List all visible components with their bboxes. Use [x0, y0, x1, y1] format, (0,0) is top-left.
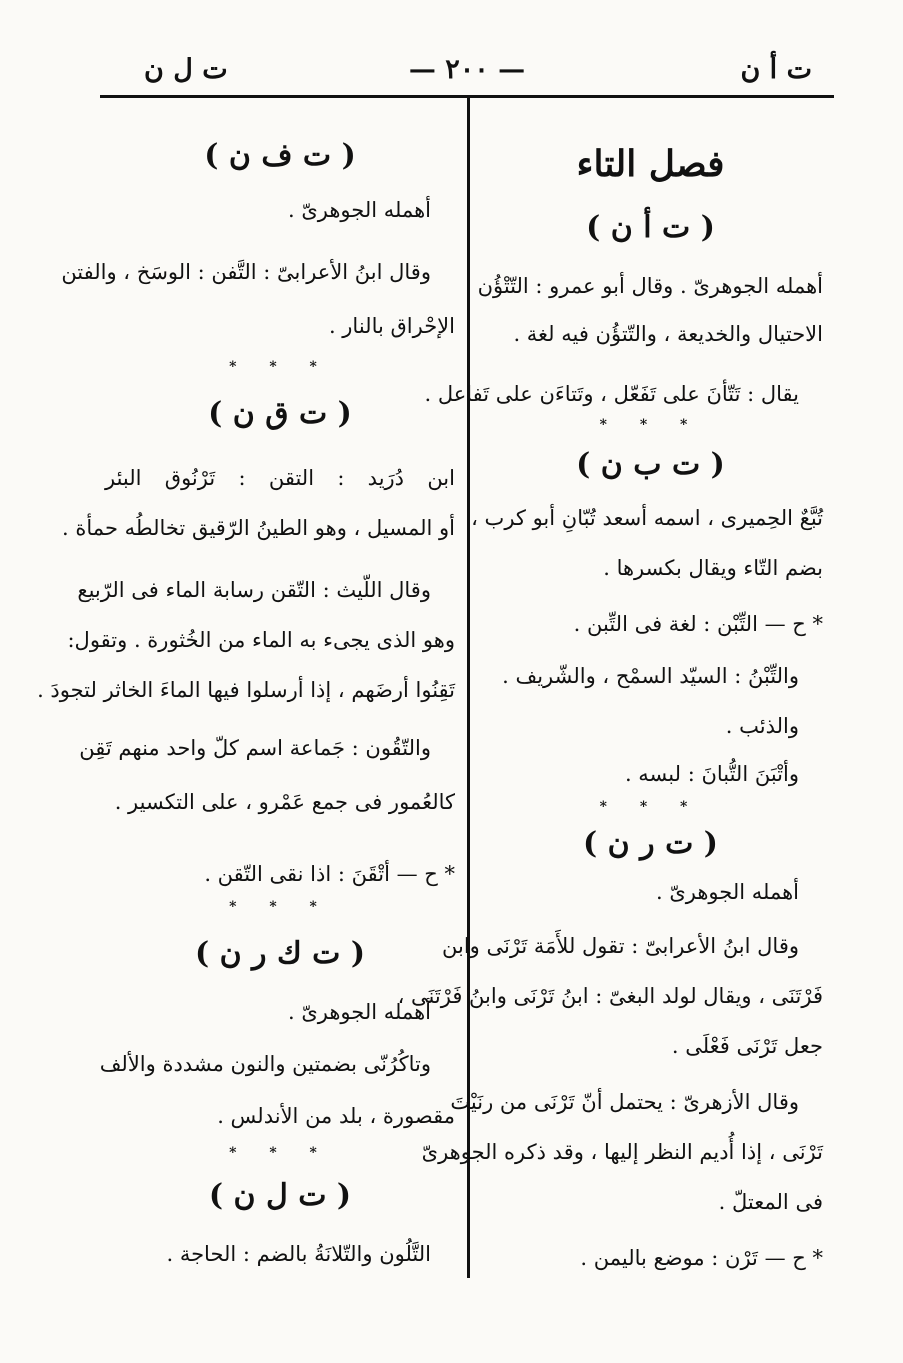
- text-line: ابن دُرَيد : التقن : تَرْنُوق البئر: [105, 466, 455, 490]
- text-line: فى المعتلّ .: [718, 1190, 823, 1214]
- text-line: جعل تَرْنَى فَعْلَى .: [671, 1034, 823, 1058]
- section-separator: * * *: [229, 359, 331, 375]
- text-line: تَقِنُوا أرضَهم ، إذا أرسلوا فيها الماءَ الخاثر لتجودَ .: [37, 678, 455, 702]
- text-line: أهمله الجوهرىّ .: [287, 1000, 431, 1024]
- root-heading: ( ت ف ن ): [204, 138, 356, 173]
- text-line: كالعُمور فى جمع عَمْرو ، على التكسير .: [114, 790, 455, 814]
- text-line: وقال اللّيث : التّقن رسابة الماء فى الرّبيع: [77, 578, 431, 602]
- text-line: الاحتيال والخديعة ، والتّتؤُن فيه لغة .: [513, 322, 823, 346]
- text-line: أهمله الجوهرىّ . وقال أبو عمرو : التّتْؤُن: [477, 274, 823, 298]
- text-line: مقصورة ، بلد من الأندلس .: [217, 1104, 455, 1128]
- header-root-left: ت ل ن: [144, 54, 228, 85]
- text-line: والتّقُون : جَماعة اسم كلّ واحد منهم تَقِن: [79, 736, 431, 760]
- text-line: أهمله الجوهرىّ .: [287, 198, 431, 222]
- text-line: والذئب .: [725, 714, 799, 738]
- text-line: وأتْبَنَ التُّبانَ : لبسه .: [624, 762, 799, 786]
- text-line: وتاكُرُنّى بضمتين والنون مشددة والألف: [99, 1052, 431, 1076]
- page-number: — ٢٠٠ —: [408, 54, 526, 85]
- text-line: فَرْتَنَى ، ويقال لولد البغىّ : ابنُ تَرْنَى وابنُ فَرْتَنَى ،: [397, 984, 823, 1008]
- section-separator: * * *: [599, 799, 702, 815]
- text-line: تُبَّعٌ الحِميرى ، اسمه أسعد تُبّانِ أبو كرب ،: [471, 506, 823, 530]
- page-header: [100, 48, 834, 96]
- text-line: والتِّبْنُ : السيّد السمْح ، والشّريف .: [502, 664, 799, 688]
- root-heading: ( ت ب ن ): [576, 447, 725, 482]
- section-separator: * * *: [229, 899, 331, 915]
- root-heading: ( ت ل ن ): [208, 1178, 352, 1213]
- root-heading: ( ت ر ن ): [583, 826, 718, 861]
- text-line: * ح — أتْقَنَ : اذا نقى التّقن .: [204, 862, 455, 886]
- text-line: يقال : تَتّأنَ على تَفَعّل ، وتَتاءَن على تَفاعل .: [424, 382, 799, 406]
- text-line: وقال ابنُ الأعرابىّ : التَّفن : الوسَخ ، والفتن: [61, 260, 431, 284]
- text-line: وهو الذى يجىء به الماء من الخُثورة . وتقول:: [67, 628, 455, 652]
- text-line: تَرْنَى ، إذا أُديم النظر إليها ، وقد ذكره الجوهرىّ: [421, 1140, 823, 1164]
- text-line: وقال ابنُ الأعرابىّ : تقول للأَمَة تَرْنَى وابن: [441, 934, 799, 958]
- text-line: التَّلُون والتّلانَةُ بالضم : الحاجة .: [166, 1242, 431, 1266]
- section-separator: * * *: [599, 417, 702, 433]
- text-line: بضم التّاء ويقال بكسرها .: [603, 556, 823, 580]
- text-line: أهمله الجوهرىّ .: [655, 880, 799, 904]
- section-title: فصل التاء: [576, 143, 725, 185]
- text-line: * ح — التِّبْن : لغة فى التِّبن .: [573, 612, 823, 636]
- text-line: وقال الأزهرىّ : يحتمل أنّ تَرْنَى من رنَيْتَ: [450, 1090, 799, 1114]
- section-separator: * * *: [229, 1145, 331, 1161]
- text-line: أو المسيل ، وهو الطينُ الرّقيق تخالطُه حمأة .: [62, 516, 455, 540]
- text-line: الإحْراق بالنار .: [328, 314, 455, 338]
- text-line: * ح — تَرْن : موضع باليمن .: [580, 1246, 823, 1270]
- root-heading: ( ت أ ن ): [586, 210, 715, 245]
- root-heading: ( ت ق ن ): [208, 396, 352, 431]
- root-heading: ( ت ك ر ن ): [194, 936, 366, 971]
- header-root-right: ت أ ن: [740, 54, 812, 85]
